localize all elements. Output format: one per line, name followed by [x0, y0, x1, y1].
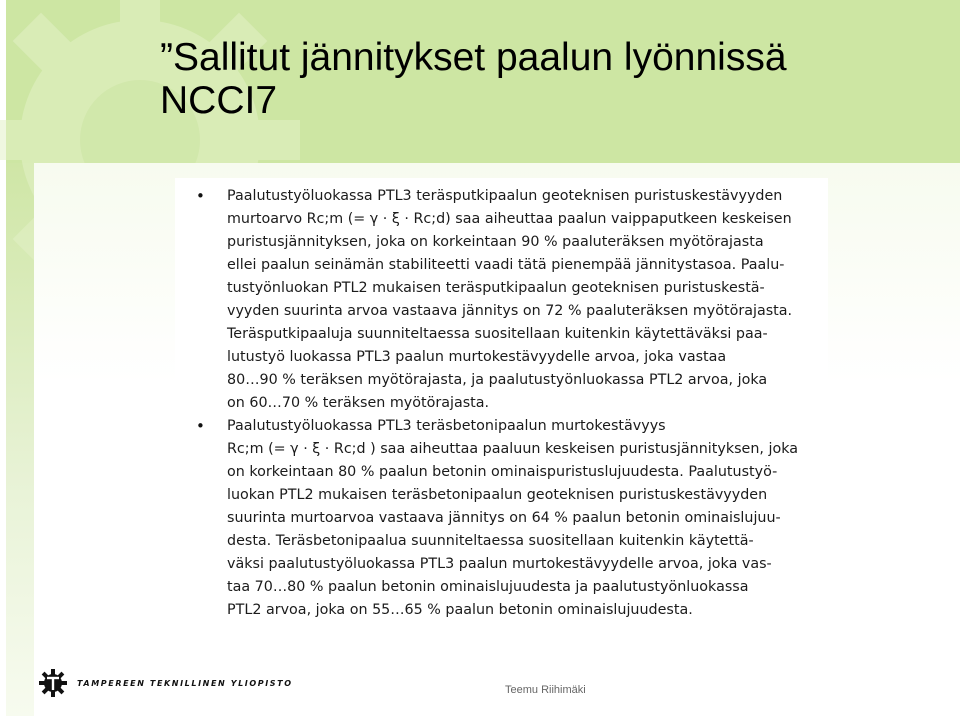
- title-text: ”Sallitut jännitykset paalun lyönnissä NCCI7: [160, 36, 787, 122]
- bullet-item-steel-pipe-pile: [196, 185, 816, 415]
- bullet-icon: •: [196, 187, 205, 205]
- slide-title: [160, 36, 787, 122]
- bullet-text: Paalutustyöluokassa PTL3 teräsbetonipaalun murtokestävyys Rc;m (= γ · ξ · Rc;d ) saa aiheuttaa paaluun keskeisen puristusjännityksen, joka on korkeintaan 80 % paalun betonin ominaispuristuslujuudesta. Paalutustyö- luokan PTL2 mukaisen teräsbetonipaalun geoteknisen puristuskestävyyden suurinta murtoarvoa vastaava jännitys on 64 % paalun betonin ominaislujuu- desta. Teräsbetonipaalua suunniteltaessa suositellaan kuitenkin käytettä- väksi paalutustyöluokassa PTL3 paalun murtokestävyydelle arvoa, joka vas- taa 70…80 % paalun betonin ominaislujuudesta ja paalutustyönluokassa PTL2 arvoa, joka on 55…65 % paalun betonin ominaislujuudesta.: [227, 418, 799, 618]
- bullet-icon: •: [196, 417, 205, 435]
- footer-author: Teemu Riihimäki: [505, 684, 586, 696]
- bullet-text: Paalutustyöluokassa PTL3 teräsputkipaalun geoteknisen puristuskestävyyden murtoarvo Rc;m (= γ · ξ · Rc;d) saa aiheuttaa paalun vaippaputkeen keskeisen puristusjännityksen, joka on korkeintaan 90 % paaluteräksen myötörajasta ellei paalun seinämän stabiliteetti vaadi tätä pienempää jännitystasoa. Paalu- tustyönluokan PTL2 mukaisen teräsputkipaalun geoteknisen puristuskestä- vyyden suurinta arvoa vastaava jännitys on 72 % paaluteräksen myötörajasta. Teräsputkipaaluja suunniteltaessa suositellaan kuitenkin käytettäväksi paa- lutustyö luokassa PTL3 paalun murtokestävyydelle arvoa, joka vastaa 80…90 % teräksen myötörajasta, ja paalutustyönluokassa PTL2 arvoa, joka on 60…70 % teräksen myötörajasta.: [227, 188, 793, 411]
- bullet-item-reinforced-concrete-pile: [196, 415, 816, 622]
- tut-gear-logo-icon: [38, 668, 68, 698]
- university-logo: [38, 666, 293, 700]
- university-name: TAMPEREEN TEKNILLINEN YLIOPISTO: [77, 678, 293, 688]
- bullet-list: [196, 185, 816, 622]
